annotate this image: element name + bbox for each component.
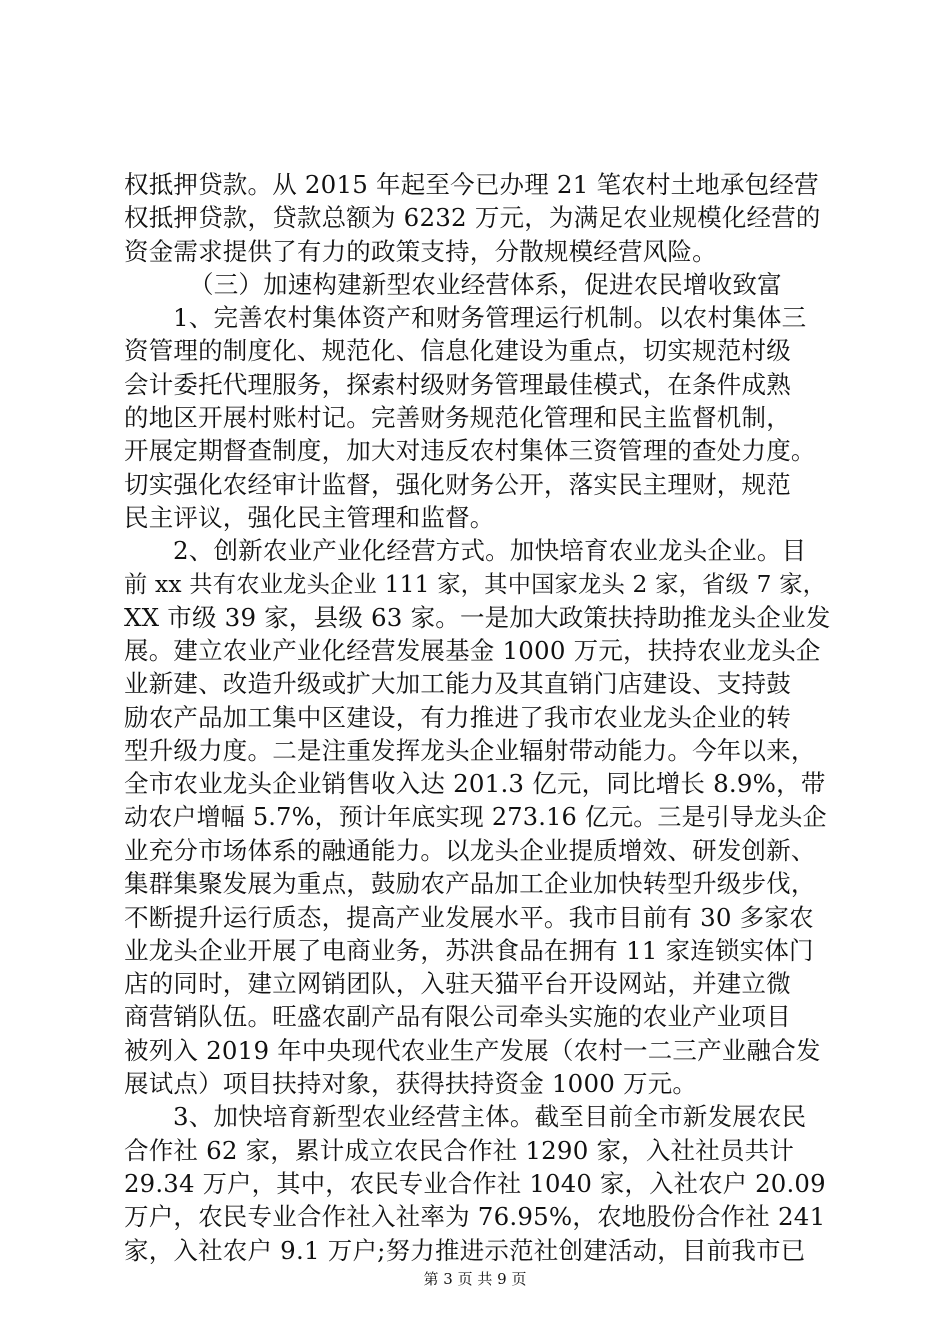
text-line: 会计委托代理服务，探索村级财务管理最佳模式，在条件成熟 [124,369,791,399]
text-line: 1、完善农村集体资产和财务管理运行机制。以农村集体三 [173,303,807,333]
text-line: 商营销队伍。旺盛农副产品有限公司牵头实施的农业产业项目 [124,1002,791,1032]
text-line: 店的同时，建立网销团队，入驻天猫平台开设网站，并建立微 [124,969,791,999]
text-line: 展。建立农业产业化经营发展基金 1000 万元，扶持农业龙头企 [124,636,821,666]
text-line: 权抵押贷款。从 2015 年起至今已办理 21 笔农村土地承包经营 [124,170,819,199]
text-line: 的地区开展村账村记。完善财务规范化管理和民主监督机制， [124,403,791,433]
section-heading: （三）加速构建新型农业经营体系，促进农民增收致富 [189,269,782,299]
text-line: 民主评议，强化民主管理和监督。 [124,502,495,532]
text-line: 展试点）项目扶持对象，获得扶持资金 1000 万元。 [124,1069,698,1099]
text-line: 业龙头企业开展了电商业务，苏洪食品在拥有 11 家连锁实体门 [124,935,814,965]
text-line: 切实强化农经审计监督，强化财务公开，落实民主理财，规范 [124,469,791,499]
text-line: 业充分市场体系的融通能力。以龙头企业提质增效、研发创新、 [124,835,816,865]
text-line: 集群集聚发展为重点，鼓励农产品加工企业加快转型升级步伐， [124,869,816,899]
text-line: 被列入 2019 年中央现代农业生产发展（农村一二三产业融合发 [124,1035,821,1065]
document-body [124,168,830,1267]
text-line: 前 xx 共有农业龙头企业 111 家，其中国家龙头 2 家，省级 7 家， [124,570,827,598]
text-line: 不断提升运行质态，提高产业发展水平。我市目前有 30 多家农 [124,902,814,932]
text-line: 型升级力度。二是注重发挥龙头企业辐射带动能力。今年以来， [124,736,816,766]
text-line: 合作社 62 家，累计成立农民合作社 1290 家，入社社员共计 [124,1135,795,1165]
page-footer: 第 3 页 共 9 页 [423,1270,527,1288]
text-line: 万户，农民专业合作社入社率为 76.95%，农地股份合作社 241 [124,1202,826,1232]
text-line: 资金需求提供了有力的政策支持，分散规模经营风险。 [124,236,717,266]
text-line: 资管理的制度化、规范化、信息化建设为重点，切实规范村级 [124,336,791,366]
text-line: 开展定期督查制度，加大对违反农村集体三资管理的查处力度。 [124,436,816,466]
text-line: 3、加快培育新型农业经营主体。截至目前全市新发展农民 [173,1102,807,1132]
text-line: 2、创新农业产业化经营方式。加快培育农业龙头企业。目 [173,536,807,566]
text-line: 29.34 万户，其中，农民专业合作社 1040 家，入社农户 20.09 [124,1168,826,1198]
text-line: 业新建、改造升级或扩大加工能力及其直销门店建设、支持鼓 [124,669,791,699]
text-line: 动农户增幅 5.7%，预计年底实现 273.16 亿元。三是引导龙头企 [124,802,827,831]
text-line: XX 市级 39 家，县级 63 家。一是加大政策扶持助推龙头企业发 [124,602,831,632]
text-line: 励农产品加工集中区建设，有力推进了我市农业龙头企业的转 [124,702,791,732]
text-line: 全市农业龙头企业销售收入达 201.3 亿元，同比增长 8.9%，带 [124,769,826,799]
text-line: 权抵押贷款，贷款总额为 6232 万元，为满足农业规模化经营的 [124,203,821,233]
text-line: 家，入社农户 9.1 万户;努力推进示范社创建活动，目前我市已 [124,1235,806,1265]
